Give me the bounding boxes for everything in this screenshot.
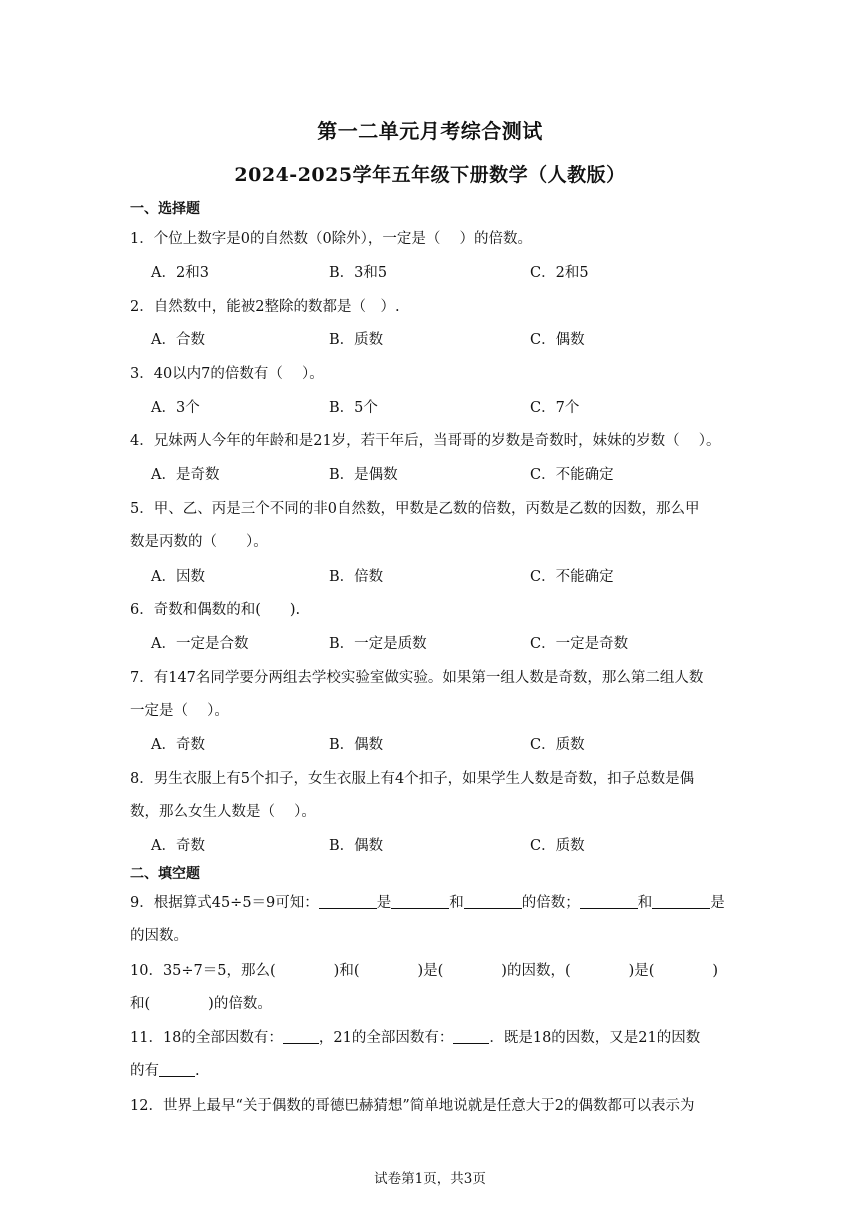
option-b: B．倍数 [329, 569, 384, 585]
answer-blank[interactable] [391, 894, 449, 909]
page-footer: 试卷第1页，共3页 [374, 1171, 486, 1187]
answer-blank[interactable] [159, 1062, 195, 1077]
option-c: C．质数 [530, 838, 585, 854]
question-1: 1．个位上数字是0的自然数（0除外），一定是（ ）的倍数。 [130, 231, 533, 247]
option-b: B．是偶数 [329, 467, 398, 483]
question-9-line-2: 的因数。 [130, 928, 188, 944]
option-b: B．偶数 [329, 838, 384, 854]
question-11-text: 11．18的全部因数有： [130, 1030, 283, 1046]
question-11-line-1: 11．18的全部因数有： ，21的全部因数有： ．既是18的因数，又是21的因数 [130, 1030, 701, 1046]
question-12: 12．世界上最早“关于偶数的哥德巴赫猜想”简单地说就是任意大于2的偶数都可以表示为 [130, 1098, 695, 1114]
option-b: B．质数 [329, 332, 384, 348]
question-8-line-2: 数，那么女生人数是（ ）。 [130, 804, 316, 820]
question-7-line-1: 7．有147名同学要分两组去学校实验室做实验。如果第一组人数是奇数，那么第二组人数 [130, 670, 704, 686]
question-10-line-2: 和( )的倍数。 [130, 996, 272, 1012]
answer-blank[interactable] [319, 894, 377, 909]
option-a: A．因数 [151, 569, 205, 585]
answer-blank[interactable] [652, 894, 710, 909]
option-a: A．3个 [151, 400, 200, 416]
option-a: A．是奇数 [151, 467, 220, 483]
option-a: A．2和3 [151, 265, 209, 281]
option-c: C．7个 [530, 400, 580, 416]
option-a: A．合数 [151, 332, 205, 348]
question-6: 6．奇数和偶数的和( ). [130, 602, 301, 618]
option-b: B．一定是质数 [329, 636, 427, 652]
question-8-line-1: 8．男生衣服上有5个扣子，女生衣服上有4个扣子，如果学生人数是奇数，扣子总数是偶 [130, 771, 695, 787]
option-c: C．质数 [530, 737, 585, 753]
answer-blank[interactable] [580, 894, 638, 909]
question-3: 3．40以内7的倍数有（ ）。 [130, 366, 324, 382]
option-a: A．一定是合数 [151, 636, 249, 652]
question-10-line-1: 10．35÷7＝5，那么( )和( )是( )的因数，( )是( ) [130, 963, 719, 979]
section-heading-fill-in: 二、填空题 [130, 866, 200, 882]
option-b: B．5个 [329, 400, 378, 416]
option-a: A．奇数 [151, 737, 205, 753]
option-c: C．不能确定 [530, 467, 614, 483]
answer-blank[interactable] [283, 1029, 319, 1044]
question-11-line-2: 的有 . [130, 1063, 200, 1079]
question-2: 2．自然数中，能被2整除的数都是（ ）. [130, 299, 400, 315]
question-4: 4．兄妹两人今年的年龄和是21岁，若干年后，当哥哥的岁数是奇数时，妹妹的岁数（ ）。 [130, 433, 721, 449]
option-c: C．不能确定 [530, 569, 614, 585]
question-5-line-2: 数是丙数的（ ）。 [130, 534, 268, 550]
option-a: A．奇数 [151, 838, 205, 854]
answer-blank[interactable] [464, 894, 522, 909]
question-9-text: 9．根据算式45÷5＝9可知： [130, 895, 319, 911]
option-c: C．2和5 [530, 265, 589, 281]
question-7-line-2: 一定是（ ）。 [130, 703, 229, 719]
exam-subtitle: 2024-2025学年五年级下册数学（人教版） [234, 164, 626, 186]
option-b: B．偶数 [329, 737, 384, 753]
answer-blank[interactable] [453, 1029, 489, 1044]
exam-title: 第一二单元月考综合测试 [317, 119, 543, 143]
section-heading-choice: 一、选择题 [130, 201, 200, 217]
question-9-line-1: 9．根据算式45÷5＝9可知： 是 和 的倍数； 和 是 [130, 895, 725, 911]
option-c: C．一定是奇数 [530, 636, 629, 652]
option-c: C．偶数 [530, 332, 585, 348]
option-b: B．3和5 [329, 265, 388, 281]
question-5-line-1: 5．甲、乙、丙是三个不同的非0自然数，甲数是乙数的倍数，丙数是乙数的因数，那么甲 [130, 501, 700, 517]
